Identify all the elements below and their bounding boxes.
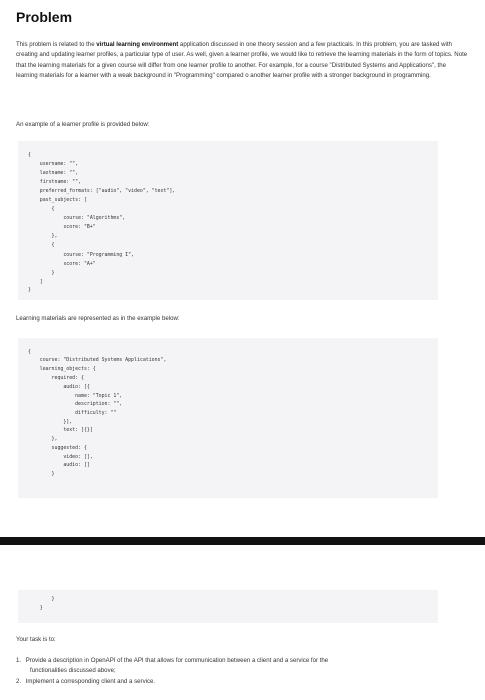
learner-profile-intro: An example of a learner profile is provided below: — [16, 121, 150, 128]
code-line: { — [28, 242, 55, 248]
code-line: description: "", — [28, 401, 123, 407]
code-line: name: "Topic 1", — [28, 393, 123, 399]
code-line: video: [], — [28, 454, 93, 460]
code-line: } — [28, 287, 31, 293]
task-text: Provide a description in OpenAPI of the API that allows for communication between a client and a service for the — [25, 657, 329, 664]
code-line: } — [28, 270, 55, 276]
code-line: } — [28, 471, 55, 477]
task-item — [16, 656, 456, 677]
code-line: audio: [] — [28, 462, 90, 468]
code-line: }, — [28, 436, 58, 442]
code-line: suggested: { — [28, 445, 87, 451]
code-line: firstname: "", — [28, 179, 81, 185]
code-line — [28, 479, 40, 485]
task-item — [16, 677, 456, 687]
code-line: course: "Programming I", — [28, 252, 134, 258]
code-line: preferred_formats: ["audio", "video", "text"], — [28, 188, 176, 194]
task-text-continued: functionalities discussed above; — [30, 667, 116, 675]
code-line: course: "Distributed Systems Applications", — [28, 357, 167, 363]
code-line: } — [28, 596, 55, 602]
intro-bold: virtual learning environment — [96, 41, 179, 48]
task-intro: Your task is to: — [16, 636, 56, 643]
code-line: course: "Algorithms", — [28, 215, 126, 221]
learner-profile-code-block — [18, 141, 438, 300]
code-line: score: "B+" — [28, 224, 96, 230]
page-break-bar — [0, 537, 485, 545]
code-line: learning_objects: { — [28, 366, 96, 372]
page-title: Problem — [16, 9, 73, 25]
code-line: } — [28, 605, 43, 611]
code-line: ] — [28, 279, 43, 285]
code-line: { — [28, 152, 31, 158]
code-line: text: [{}] — [28, 427, 93, 433]
learning-materials-code-block — [18, 338, 438, 498]
intro-before: This problem is related to the — [16, 41, 97, 48]
code-line: difficulty: "" — [28, 410, 117, 416]
code-line: lastname: "", — [28, 170, 79, 176]
task-list — [16, 656, 456, 687]
continued-code-block — [18, 590, 438, 623]
learning-materials-intro: Learning materials are represented as in the example below: — [16, 315, 180, 322]
code-line: { — [28, 349, 31, 355]
task-number: 1. — [16, 657, 22, 664]
intro-after: application discussed in one theory session and a few practicals. In this problem, you are tasked with creating and updating learner profiles, a particular type of user. As well, given a learner profile, we would like to retrieve the learning materials in the form of topics. Note that the learning materials for a given course will differ from one learner profile to another. For example, for a course "Distributed Systems and Applications", the learning materials for a learner with a weak background in "Programming" compared o another learner profile with a stronger background in programming. — [16, 41, 468, 79]
code-line: past_subjects: [ — [28, 197, 87, 203]
code-line: }], — [28, 419, 73, 425]
code-line: score: "A+" — [28, 261, 96, 267]
code-line: }, — [28, 233, 58, 239]
code-line: audio: [{ — [28, 384, 90, 390]
task-number: 2. — [16, 677, 22, 685]
intro-paragraph — [16, 40, 468, 81]
code-line: username: "", — [28, 161, 79, 167]
code-line: required: { — [28, 375, 84, 381]
code-line: { — [28, 206, 55, 212]
task-text: Implement a corresponding client and a service. — [25, 677, 156, 685]
